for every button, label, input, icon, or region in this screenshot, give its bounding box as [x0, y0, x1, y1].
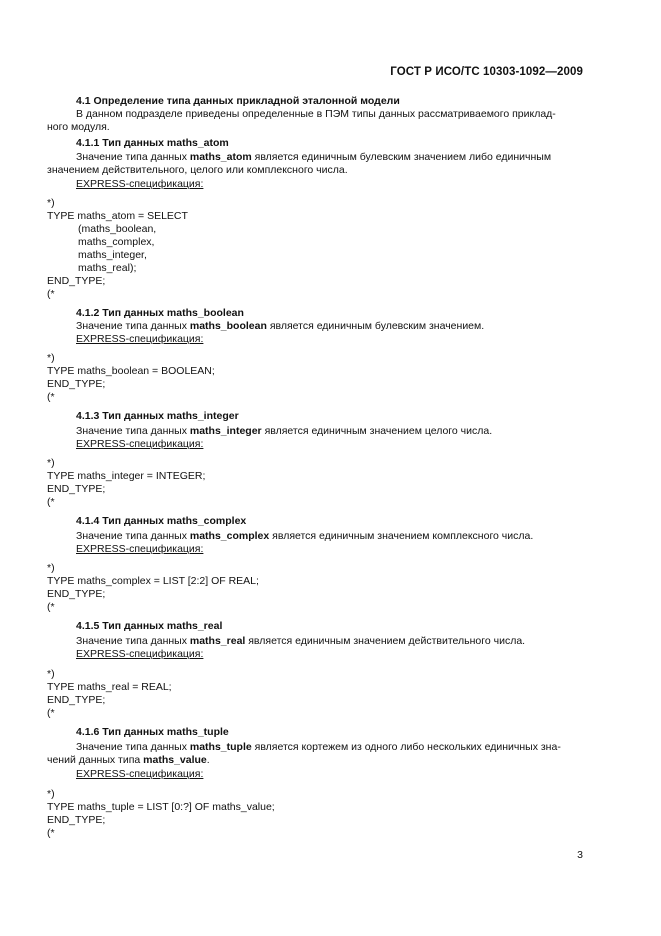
line1-prefix: Значение типа данных	[76, 741, 190, 753]
code-line: TYPE maths_complex = LIST [2:2] OF REAL;	[47, 575, 259, 587]
line1-prefix: Значение типа данных	[76, 320, 190, 332]
code-line: maths_complex,	[78, 236, 155, 248]
section-4-1-6-line2	[47, 754, 210, 767]
section-4-1-5-line1	[76, 635, 525, 648]
express-spec-label: EXPRESS-спецификация:	[76, 438, 204, 450]
express-spec-label: EXPRESS-спецификация:	[76, 768, 204, 780]
section-4-1-intro-line2: ного модуля.	[47, 121, 110, 133]
express-spec-label: EXPRESS-спецификация:	[76, 648, 204, 660]
section-4-1-2-line1	[76, 320, 484, 333]
type-term: maths_boolean	[189, 320, 267, 332]
line1-suffix: является кортежем из одного либо нескольких единичных зна-	[251, 741, 561, 753]
line1-suffix: является единичным булевским значением.	[266, 320, 485, 332]
code-line: maths_real);	[78, 262, 137, 274]
code-line: (*	[47, 827, 55, 839]
code-line: END_TYPE;	[47, 814, 106, 826]
type-term: maths_real	[189, 635, 246, 647]
line2-suffix: .	[206, 754, 210, 766]
document-code-header: ГОСТ Р ИСО/ТС 10303-1092—2009	[390, 66, 583, 78]
express-spec-label: EXPRESS-спецификация:	[76, 333, 204, 345]
code-line: TYPE maths_tuple = LIST [0:?] OF maths_value;	[47, 801, 275, 813]
section-4-1-3-line1	[76, 425, 492, 438]
section-4-1-2-heading: 4.1.2 Тип данных maths_boolean	[76, 307, 244, 319]
code-line: *)	[47, 668, 55, 680]
line1-suffix: является единичным булевским значением либо единичным	[251, 151, 552, 163]
line1-prefix: Значение типа данных	[76, 151, 190, 163]
code-line: TYPE maths_atom = SELECT	[47, 210, 188, 222]
line1-prefix: Значение типа данных	[76, 530, 190, 542]
section-4-1-heading: 4.1 Определение типа данных прикладной эталонной модели	[76, 95, 400, 107]
section-4-1-intro-line1	[76, 108, 584, 121]
type-term: maths_tuple	[189, 741, 252, 753]
code-line: TYPE maths_boolean = BOOLEAN;	[47, 365, 215, 377]
section-4-1-1-heading: 4.1.1 Тип данных maths_atom	[76, 137, 229, 149]
line1-suffix: является единичным значением действительного числа.	[245, 635, 526, 647]
section-4-1-1-line2: значением действительного, целого или комплексного числа.	[47, 164, 348, 176]
code-line: END_TYPE;	[47, 378, 106, 390]
section-4-1-4-line1	[76, 530, 533, 543]
page-number: 3	[577, 849, 583, 861]
section-4-1-6-heading: 4.1.6 Тип данных maths_tuple	[76, 726, 229, 738]
code-line: *)	[47, 197, 55, 209]
code-line: TYPE maths_real = REAL;	[47, 681, 172, 693]
code-line: *)	[47, 788, 55, 800]
intro-line1-text: В данном подразделе приведены определенные в ПЭМ типы данных рассматриваемого приклад-	[76, 108, 556, 120]
section-4-1-1-line1	[76, 151, 551, 164]
type-term: maths_atom	[189, 151, 252, 163]
line1-prefix: Значение типа данных	[76, 635, 190, 647]
code-line: END_TYPE;	[47, 588, 106, 600]
line1-suffix: является единичным значением комплексного числа.	[269, 530, 534, 542]
code-line: (maths_boolean,	[78, 223, 157, 235]
section-4-1-5-heading: 4.1.5 Тип данных maths_real	[76, 620, 223, 632]
code-line: (*	[47, 288, 55, 300]
section-4-1-3-heading: 4.1.3 Тип данных maths_integer	[76, 410, 239, 422]
code-line: maths_integer,	[78, 249, 147, 261]
line1-suffix: является единичным значением целого числа.	[261, 425, 493, 437]
code-line: *)	[47, 352, 55, 364]
code-line: *)	[47, 562, 55, 574]
line1-prefix: Значение типа данных	[76, 425, 190, 437]
express-spec-label: EXPRESS-спецификация:	[76, 543, 204, 555]
code-line: TYPE maths_integer = INTEGER;	[47, 470, 206, 482]
line2-prefix: чений данных типа	[47, 754, 144, 766]
type-term: maths_complex	[189, 530, 270, 542]
code-line: END_TYPE;	[47, 694, 106, 706]
code-line: (*	[47, 496, 55, 508]
code-line: END_TYPE;	[47, 275, 106, 287]
code-line: *)	[47, 457, 55, 469]
type-term: maths_integer	[189, 425, 262, 437]
code-line: (*	[47, 601, 55, 613]
section-4-1-6-line1	[76, 741, 561, 754]
code-line: (*	[47, 707, 55, 719]
express-spec-label: EXPRESS-спецификация:	[76, 178, 204, 190]
type-term: maths_value	[143, 754, 207, 766]
section-4-1-4-heading: 4.1.4 Тип данных maths_complex	[76, 515, 247, 527]
code-line: END_TYPE;	[47, 483, 106, 495]
code-line: (*	[47, 391, 55, 403]
